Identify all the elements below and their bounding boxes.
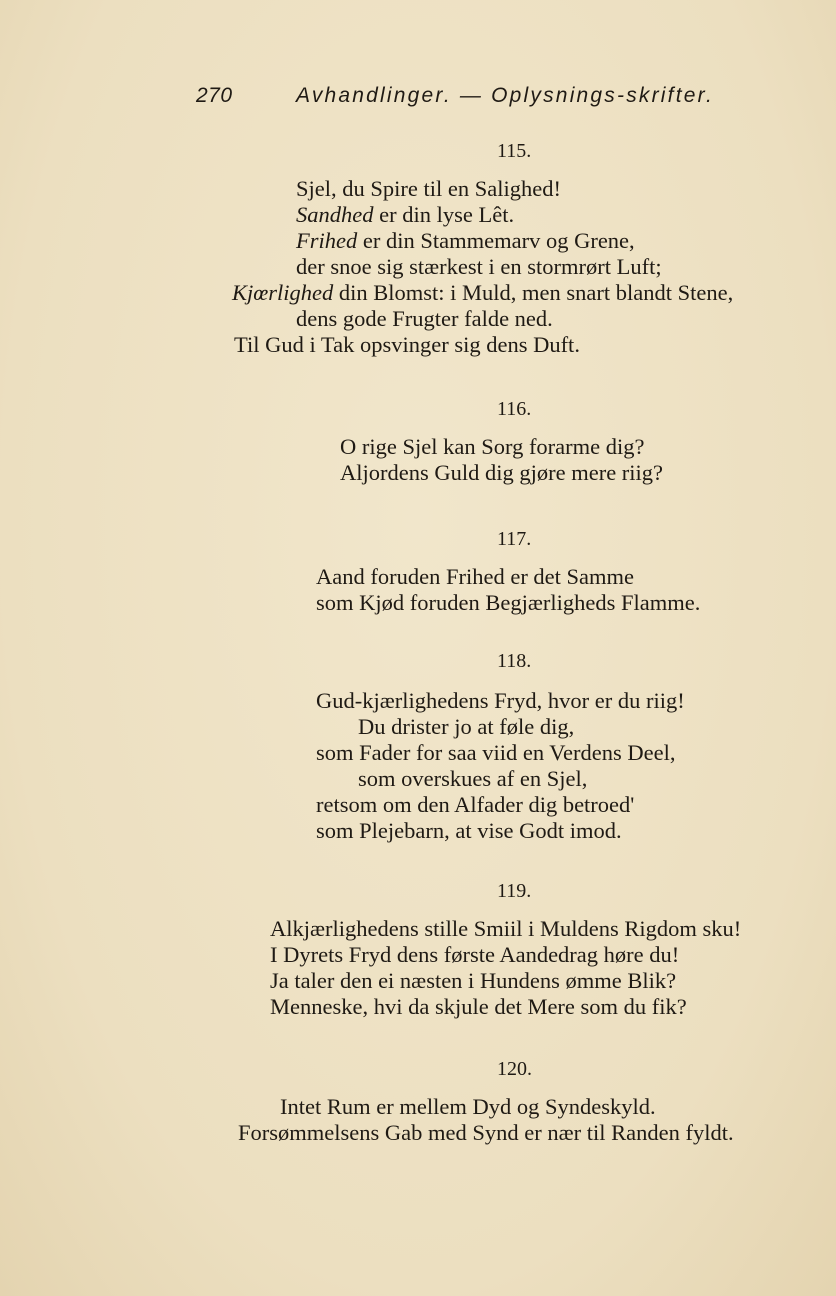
verse-line: dens gode Frugter falde ned. [296, 306, 553, 331]
verse-line: Gud-kjærlighedens Fryd, hvor er du riig! [316, 688, 685, 713]
section-number: 117. [497, 528, 532, 550]
section-number: 115. [497, 140, 532, 162]
verse-line: som Plejebarn, at vise Godt imod. [316, 818, 622, 843]
section-number: 119. [497, 880, 532, 902]
running-head: Avhandlinger. — Oplysnings-skrifter. [296, 84, 715, 107]
verse-line: som overskues af en Sjel, [358, 766, 588, 791]
verse-line: retsom om den Alfader dig betroed' [316, 792, 635, 817]
verse-line: Aljordens Guld dig gjøre mere riig? [340, 460, 664, 485]
verse-line: Ja taler den ei næsten i Hundens ømme Blik? [270, 968, 677, 993]
verse-line: Sjel, du Spire til en Salighed! [296, 176, 561, 201]
verse-line: Kjœrlighed din Blomst: i Muld, men snart blandt Stene, [232, 280, 734, 305]
verse-line: Forsømmelsens Gab med Synd er nær til Randen fyldt. [238, 1120, 734, 1145]
emphasis-word: Frihed [296, 228, 358, 253]
page-number: 270 [196, 84, 233, 107]
verse-line: som Kjød foruden Begjærligheds Flamme. [316, 590, 701, 615]
verse-line: som Fader for saa viid en Verdens Deel, [316, 740, 676, 765]
verse-line: Frihed er din Stammemarv og Grene, [296, 228, 635, 253]
verse-line: Til Gud i Tak opsvinger sig dens Duft. [234, 332, 580, 357]
verse-line: Alkjærlighedens stille Smiil i Muldens Rigdom sku! [270, 916, 742, 941]
verse-line: Du drister jo at føle dig, [358, 714, 575, 739]
verse-line: Aand foruden Frihed er det Samme [316, 564, 635, 589]
section-number: 118. [497, 650, 532, 672]
verse-line: Intet Rum er mellem Dyd og Syndeskyld. [280, 1094, 656, 1119]
section-number: 116. [497, 398, 532, 420]
emphasis-word: Sandhed [296, 202, 374, 227]
verse-line: Menneske, hvi da skjule det Mere som du fik? [270, 994, 687, 1019]
verse-line: der snoe sig stærkest i en stormrørt Luft; [296, 254, 662, 279]
verse-line: I Dyrets Fryd dens første Aandedrag høre du! [270, 942, 680, 967]
emphasis-word: Kjœrlighed [232, 280, 334, 305]
section-number: 120. [497, 1058, 532, 1080]
verse-line: Sandhed er din lyse Lêt. [296, 202, 515, 227]
verse-line: O rige Sjel kan Sorg forarme dig? [340, 434, 645, 459]
page-header [0, 84, 836, 118]
